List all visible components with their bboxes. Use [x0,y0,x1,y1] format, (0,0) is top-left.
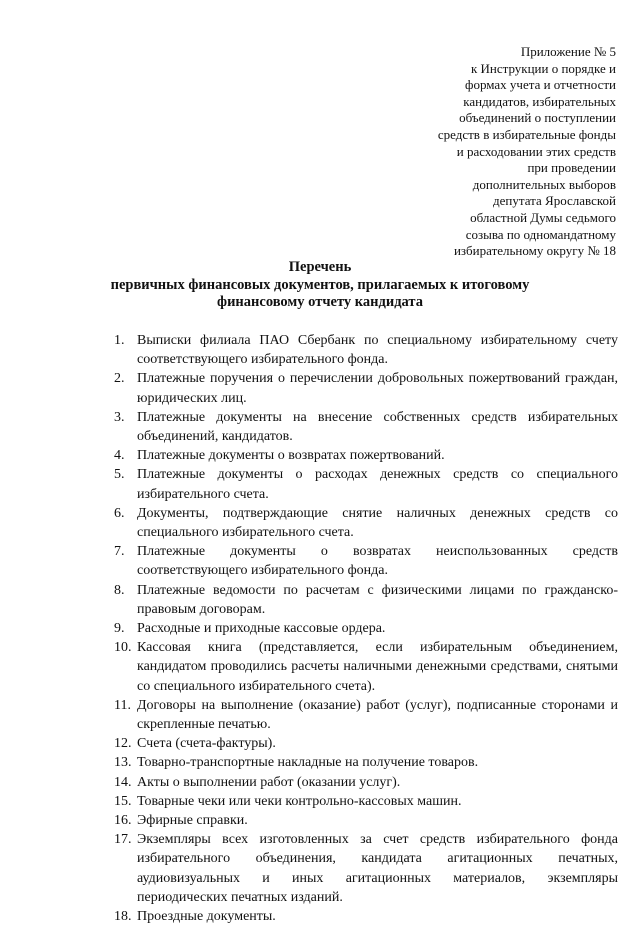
list-item [114,581,618,619]
list-item [114,408,618,446]
appendix-line: созыва по одномандатному [465,226,616,242]
list-item [114,465,618,503]
item-number: 6. [114,505,125,521]
item-text: Документы, подтверждающие снятие наличных денежных средств со специального избирательного счета. [137,505,618,541]
list-item [114,792,618,811]
item-text: Экземпляры всех изготовленных за счет средств избирательного фонда избирательного объединения, кандидата агитационных печатных, аудиовизуальных и иных агитационных материалов, экземпляры периодических печатных изданий. [137,832,618,905]
title-line-2: первичных финансовых документов, прилагаемых к итоговому [110,276,530,293]
appendix-reference [416,44,616,260]
title-line-3: финансовому отчету кандидата [217,294,423,310]
item-text: Выписки филиала ПАО Сбербанк по специальному избирательному счету соответствующего избирательного фонда. [137,333,618,368]
appendix-line: к Инструкции о порядке и [470,60,616,76]
item-text: Товарные чеки или чеки контрольно-кассовых машин. [137,793,462,809]
item-text: Платежные поручения о перечислении добровольных пожертвований граждан, юридических лиц. [137,371,618,406]
appendix-line: областной Думы седьмого [470,209,616,225]
item-number: 18. [114,909,132,925]
item-number: 2. [114,371,125,387]
appendix-line: формах учета и отчетности [465,77,616,93]
item-text: Проездные документы. [137,909,276,925]
list-item [114,331,618,369]
appendix-line: депутата Ярославской [493,193,616,209]
item-number: 13. [114,755,132,771]
appendix-line: кандидатов, избирательных [463,93,616,109]
list-item [114,638,618,696]
list-item [114,830,618,907]
documents-list [114,331,618,926]
title-line-1: Перечень [288,259,352,275]
appendix-line: дополнительных выборов [472,176,616,192]
item-text: Платежные документы о расходах денежных средств со специального избирательного счета. [137,467,618,502]
item-number: 10. [114,640,132,656]
item-number: 7. [114,544,125,560]
list-item [114,907,618,926]
appendix-line: средств в избирательные фонды [437,126,616,142]
item-text: Акты о выполнении работ (оказании услуг). [137,774,401,790]
item-text: Платежные документы о возвратах неиспользованных средств соответствующего избирательного фонда. [137,544,618,579]
item-number: 12. [114,736,132,752]
item-number: 9. [114,621,125,637]
document-title [0,259,640,312]
item-number: 5. [114,467,125,483]
list-item [114,773,618,792]
item-number: 3. [114,409,125,425]
list-item [114,734,618,753]
appendix-line: избирательному округу № 18 [453,243,616,259]
item-number: 1. [114,333,125,348]
item-number: 11. [114,697,131,713]
list-item [114,696,618,734]
item-number: 14. [114,774,132,790]
item-text: Договоры на выполнение (оказание) работ (услуг), подписанные сторонами и скрепленные печатью. [137,697,618,733]
item-text: Товарно-транспортные накладные на получение товаров. [137,755,479,771]
list-item [114,542,618,580]
appendix-line: при проведении [527,160,616,176]
item-number: 8. [114,582,125,598]
item-text: Кассовая книга (представляется, если избирательным объединением, кандидатом проводились расчеты наличными денежными средствами, снятыми со специального избирательного счета). [137,640,618,694]
item-text: Платежные ведомости по расчетам с физическими лицами по гражданско-правовым договорам. [137,582,618,617]
item-text: Эфирные справки. [137,813,248,829]
list-item [114,811,618,830]
item-text: Счета (счета-фактуры). [137,736,276,752]
list-item [114,446,618,465]
item-number: 17. [114,832,132,848]
appendix-line: Приложение № 5 [520,44,616,59]
list-item [114,369,618,407]
item-number: 16. [114,813,132,829]
appendix-line: и расходовании этих средств [456,143,616,159]
item-text: Платежные документы на внесение собственных средств избирательных объединений, кандидатов. [137,409,618,445]
item-number: 15. [114,793,132,809]
item-number: 4. [114,448,125,464]
list-item [114,753,618,772]
item-text: Расходные и приходные кассовые ордера. [137,621,386,637]
list-item [114,619,618,638]
list-item [114,504,618,542]
item-text: Платежные документы о возвратах пожертвований. [137,448,445,464]
appendix-line: объединений о поступлении [459,110,616,126]
